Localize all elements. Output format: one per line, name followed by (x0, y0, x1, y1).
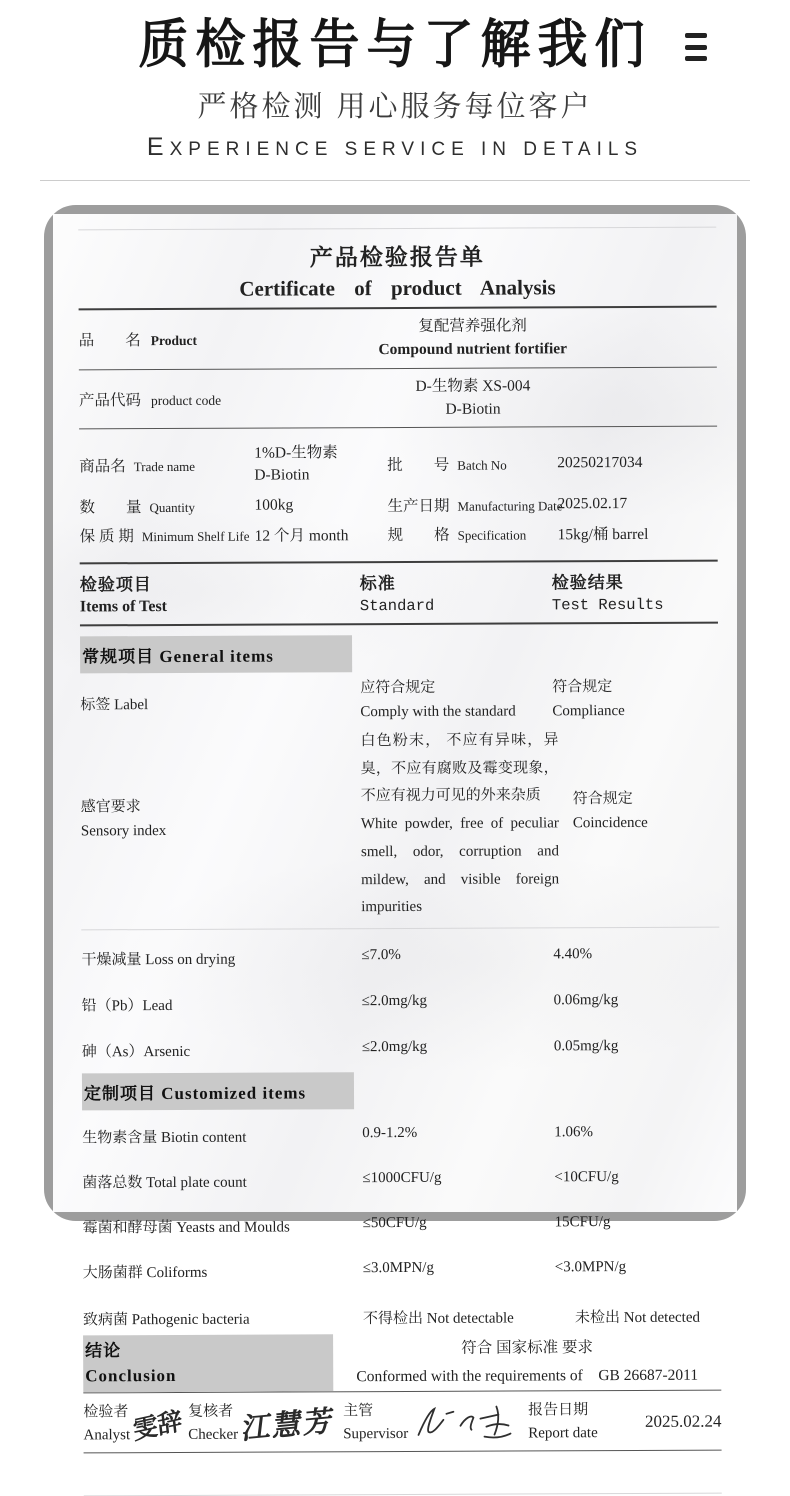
section-band-customized: 定制项目 Customized items (82, 1072, 354, 1110)
test-name: 砷（As）Arsenic (81, 1043, 191, 1061)
col-item-cn: 检验项目 (79, 574, 152, 594)
standard: ≤2.0mg/kg (361, 992, 427, 1009)
test-row-arsenic (82, 1037, 720, 1061)
result: 0.05mg/kg (553, 1037, 619, 1055)
shelf-life-value: 12 个月 month (254, 526, 349, 545)
result: 未检出 Not detected (574, 1309, 700, 1326)
quantity-value: 100kg (254, 495, 294, 514)
checker-label-cn: 复核者 (188, 1403, 234, 1420)
banner (0, 0, 790, 162)
certificate-title-cn: 产品检验报告单 (309, 244, 485, 270)
fold-line (81, 926, 719, 930)
mfg-date-label-en: Manufacturing Date (457, 497, 563, 514)
mfg-date-value: 2025.02.17 (557, 494, 628, 512)
test-name: 铅（Pb）Lead (81, 997, 173, 1015)
shelf-life-label-en: Minimum Shelf Life (141, 528, 250, 544)
standard: 0.9-1.2% (362, 1124, 418, 1141)
conclusion-band (83, 1334, 333, 1392)
report-card (44, 205, 746, 1446)
test-name: 大肠菌群 Coliforms (82, 1264, 208, 1282)
test-row-lead (82, 991, 720, 1015)
standard-en: White powder, free of peculiar smell, odor, corruption and mildew, and visible foreign impurities (360, 814, 560, 916)
hamburger-bar (685, 45, 707, 50)
test-name: 生物素含量 Biotin content (82, 1129, 247, 1147)
signature-row (83, 1391, 721, 1453)
code-value-line1: D-生物素 XS-004 (415, 376, 531, 394)
result-en: Compliance (552, 702, 625, 719)
standard-cn: 白色粉末， 不应有异味，异臭，不应有腐败及霉变现象，不应有视力可见的外来杂质 (360, 731, 559, 805)
standard: ≤50CFU/g (362, 1214, 427, 1231)
info-row-trade-batch (79, 440, 717, 488)
test-row-sensory (80, 726, 719, 923)
standard: ≤3.0MPN/g (362, 1259, 434, 1276)
report-date-label-en: Report date (528, 1424, 598, 1441)
test-name: 干燥减量 Loss on drying (81, 951, 236, 969)
product-value-cn: 复配营养强化剂 (418, 316, 527, 335)
report-date-value: 2025.02.24 (644, 1411, 722, 1431)
product-label-cn: 品 名 (78, 331, 141, 350)
trade-value-line2: D-Biotin (254, 466, 310, 484)
result: <10CFU/g (554, 1168, 619, 1186)
result-cn: 符合规定 (572, 790, 633, 807)
test-name: 致病菌 Pathogenic bacteria (82, 1311, 250, 1329)
hamburger-bar (685, 33, 707, 38)
header-divider (40, 180, 750, 181)
test-row-coliforms (83, 1258, 721, 1282)
conclusion-label-en: Conclusion (85, 1365, 177, 1385)
info-row-shelf-spec (80, 521, 718, 546)
test-row-pathogenic (83, 1305, 721, 1329)
result: 0.06mg/kg (553, 991, 619, 1009)
banner-caption: EXPERIENCE SERVICE IN DETAILS (146, 132, 644, 161)
test-row-yeasts (83, 1213, 721, 1237)
standard-en: Comply with the standard (360, 702, 516, 720)
standard-cn: 应符合规定 (360, 679, 436, 696)
spec-value: 15kg/桶 barrel (557, 525, 649, 543)
test-name: 霉菌和酵母菌 Yeasts and Moulds (82, 1219, 290, 1237)
test-name: 标签 Label (80, 696, 149, 713)
conclusion-row (83, 1332, 721, 1392)
test-name-en: Sensory index (80, 822, 167, 839)
batch-label-en: Batch No (457, 457, 507, 473)
batch-value: 20250217034 (557, 453, 643, 472)
conclusion-text-cn: 符合 国家标准 要求 (461, 1338, 594, 1357)
paper-bottom-line (84, 1493, 722, 1496)
col-result-en: Test Results (551, 595, 664, 614)
col-item-en: Items of Test (79, 597, 168, 615)
report-date-label-cn: 报告日期 (528, 1402, 589, 1419)
conclusion-label-cn: 结论 (85, 1340, 122, 1361)
analyst-label-cn: 检验者 (83, 1404, 129, 1421)
result: <3.0MPN/g (554, 1258, 627, 1276)
trade-label-cn: 商品名 (79, 458, 126, 476)
result: 4.40% (553, 945, 593, 963)
spec-label-en: Specification (457, 526, 527, 543)
test-name-cn: 感官要求 (80, 798, 141, 815)
test-row-label (80, 674, 718, 725)
trade-value-line1: 1%D-生物素 (254, 443, 338, 462)
result-cn: 符合规定 (552, 678, 613, 695)
batch-label-cn: 批 号 (387, 456, 450, 475)
certificate-paper (53, 214, 737, 1446)
standard: 不得检出 Not detectable (362, 1310, 514, 1327)
test-row-drying (81, 945, 719, 969)
analyst-signature: 雯辞 (131, 1407, 184, 1445)
code-value-line2: D-Biotin (445, 399, 501, 418)
supervisor-signature-scribble (412, 1400, 524, 1444)
col-standard-en: Standard (359, 596, 435, 615)
supervisor-label-en: Supervisor (343, 1425, 409, 1442)
quantity-label-cn: 数 量 (79, 498, 142, 516)
test-table-header (80, 561, 718, 624)
spec-label-cn: 规 格 (387, 526, 450, 544)
test-row-biotin (82, 1123, 720, 1147)
hamburger-menu-icon[interactable] (685, 33, 707, 61)
test-row-plate-count (82, 1168, 720, 1192)
hamburger-bar (685, 56, 707, 61)
result: 15CFU/g (554, 1213, 611, 1231)
trade-label-en: Trade name (133, 458, 196, 475)
info-block (79, 426, 718, 562)
standard: ≤7.0% (361, 946, 401, 963)
result-en: Coincidence (572, 814, 648, 831)
info-row-code (79, 367, 717, 428)
result: 1.06% (554, 1123, 593, 1141)
standard: ≤1000CFU/g (362, 1169, 442, 1186)
standard: ≤2.0mg/kg (361, 1038, 428, 1055)
checker-signature: 江慧芳 (240, 1404, 337, 1446)
test-name: 菌落总数 Total plate count (82, 1174, 247, 1192)
quantity-label-en: Quantity (149, 499, 196, 515)
info-row-product (79, 307, 717, 368)
certificate-title-en: Certificate of product Analysis (239, 274, 556, 301)
section-band-general: 常规项目 General items (80, 635, 352, 673)
checker-label-en: Checker (188, 1426, 239, 1443)
supervisor-label-cn: 主管 (343, 1403, 374, 1420)
product-label-en: Product (150, 332, 198, 348)
code-label-en: product code (150, 392, 222, 408)
mfg-date-label-cn: 生产日期 (387, 497, 450, 515)
shelf-life-label-cn: 保 质 期 (79, 527, 134, 545)
analyst-label-en: Analyst (83, 1426, 131, 1443)
conclusion-text-en: Conformed with the requirements of GB 26687-2011 (356, 1366, 699, 1385)
col-result-cn: 检验结果 (551, 572, 624, 592)
banner-subtitle: 严格检测 用心服务每位客户 (197, 90, 593, 123)
product-value-en: Compound nutrient fortifier (378, 340, 568, 358)
paper-top-line (78, 226, 716, 230)
col-standard-cn: 标准 (359, 573, 396, 593)
page-title: 质检报告与了解我们 (138, 14, 652, 74)
code-label-cn: 产品代码 (78, 391, 142, 409)
info-row-qty-date (79, 492, 717, 517)
